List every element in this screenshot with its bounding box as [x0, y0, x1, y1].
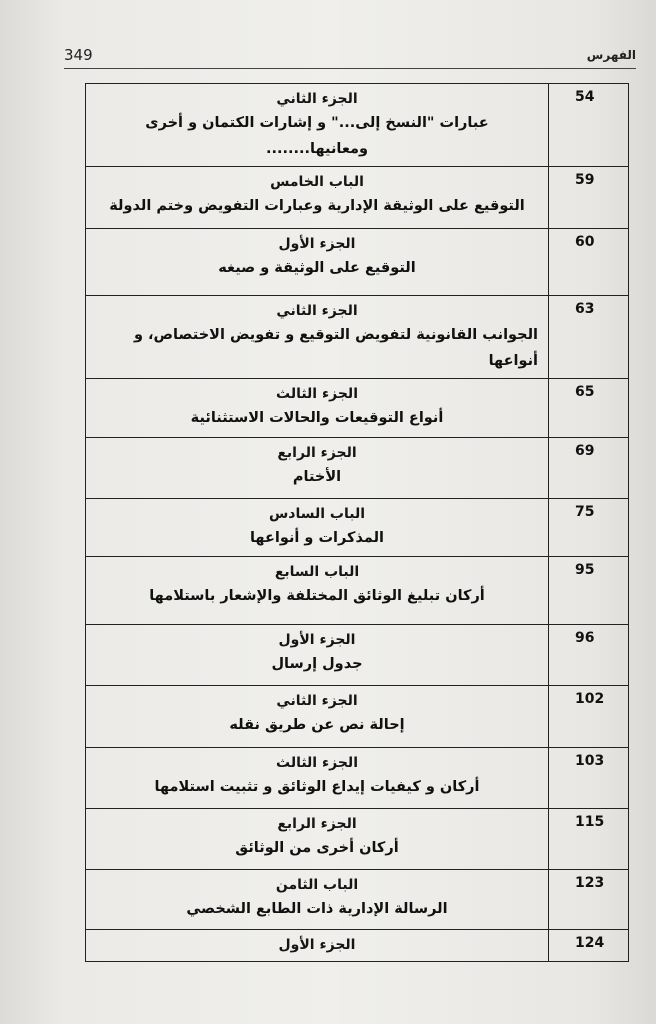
toc-page-number: 65	[549, 379, 629, 438]
toc-row	[86, 379, 629, 438]
toc-title: التوقيع على الوثيقة و صيغه	[218, 260, 416, 276]
toc-row	[86, 84, 629, 167]
toc-heading: الجزء الثاني	[276, 303, 358, 319]
toc-title: أركان تبليغ الوثائق المختلفة والإشعار باستلامها	[149, 588, 485, 604]
toc-entry	[86, 930, 549, 962]
toc-heading: الباب الخامس	[270, 174, 364, 190]
toc-entry	[86, 870, 549, 930]
toc-heading: الجزء الثاني	[276, 91, 358, 107]
toc-title: أنواع التوقيعات والحالات الاستثنائية	[190, 410, 444, 426]
toc-heading: الجزء الأول	[278, 937, 356, 953]
page-number: 349	[64, 46, 93, 64]
toc-heading: الجزء الأول	[278, 632, 356, 648]
toc-row	[86, 625, 629, 686]
toc-row	[86, 930, 629, 962]
toc-heading: الجزء الثالث	[276, 386, 358, 402]
toc-title: الرسالة الإدارية ذات الطابع الشخصي	[186, 901, 448, 917]
toc-title: أركان و كيفيات إيداع الوثائق و تثبيت استلامها	[154, 779, 480, 795]
toc-heading: الجزء الثالث	[276, 755, 358, 771]
toc-heading: الجزء الرابع	[277, 445, 357, 461]
toc-row	[86, 748, 629, 809]
toc-heading: الجزء الرابع	[277, 816, 357, 832]
toc-title: إحالة نص عن طريق نقله	[229, 717, 405, 733]
toc-page-number: 115	[549, 809, 629, 870]
toc-row	[86, 557, 629, 625]
toc-row	[86, 229, 629, 296]
toc-title: التوقيع على الوثيقة الإدارية وعبارات التفويض وختم الدولة	[109, 198, 525, 214]
toc-page-number: 103	[549, 748, 629, 809]
toc-page-number: 123	[549, 870, 629, 930]
toc-entry	[86, 229, 549, 296]
toc-row	[86, 167, 629, 229]
toc-heading: الباب السابع	[274, 564, 360, 580]
toc-row	[86, 809, 629, 870]
toc-heading: الباب السادس	[268, 506, 366, 522]
toc-entry	[86, 686, 549, 748]
toc-entry	[86, 296, 549, 379]
toc-title: المذكرات و أنواعها	[249, 530, 384, 546]
toc-row	[86, 499, 629, 557]
toc-entry	[86, 499, 549, 557]
header-rule	[64, 68, 636, 69]
toc-heading: الجزء الثاني	[276, 693, 358, 709]
toc-table	[85, 83, 629, 962]
toc-page-number: 69	[549, 438, 629, 499]
toc-entry	[86, 625, 549, 686]
toc-entry	[86, 84, 549, 167]
toc-heading: الجزء الأول	[278, 236, 356, 252]
toc-row	[86, 870, 629, 930]
toc-title: الجوانب القانونية لتفويض التوقيع و تفويض الاختصاص، و أنواعها	[133, 327, 538, 369]
toc-entry	[86, 748, 549, 809]
toc-page-number: 95	[549, 557, 629, 625]
toc-entry	[86, 557, 549, 625]
toc-row	[86, 438, 629, 499]
toc-page-number: 96	[549, 625, 629, 686]
toc-page-number: 63	[549, 296, 629, 379]
toc-page-number: 124	[549, 930, 629, 962]
toc-entry	[86, 379, 549, 438]
toc-page-number: 75	[549, 499, 629, 557]
toc-page-number: 60	[549, 229, 629, 296]
header-title: الفهرس	[586, 48, 636, 62]
toc-title: أركان أخرى من الوثائق	[235, 840, 399, 856]
toc-title: الأختام	[292, 469, 342, 485]
toc-heading: الباب الثامن	[275, 877, 359, 893]
toc-title: جدول إرسال	[271, 656, 363, 672]
toc-page-number: 54	[549, 84, 629, 167]
toc-page-number: 59	[549, 167, 629, 229]
toc-entry	[86, 167, 549, 229]
toc-page-number: 102	[549, 686, 629, 748]
toc-entry	[86, 809, 549, 870]
page-header	[64, 46, 636, 68]
toc-row	[86, 686, 629, 748]
toc-title: عبارات "النسخ إلى..." و إشارات الكتمان و أخرى ومعانيها........	[145, 115, 489, 157]
toc-entry	[86, 438, 549, 499]
toc-row	[86, 296, 629, 379]
